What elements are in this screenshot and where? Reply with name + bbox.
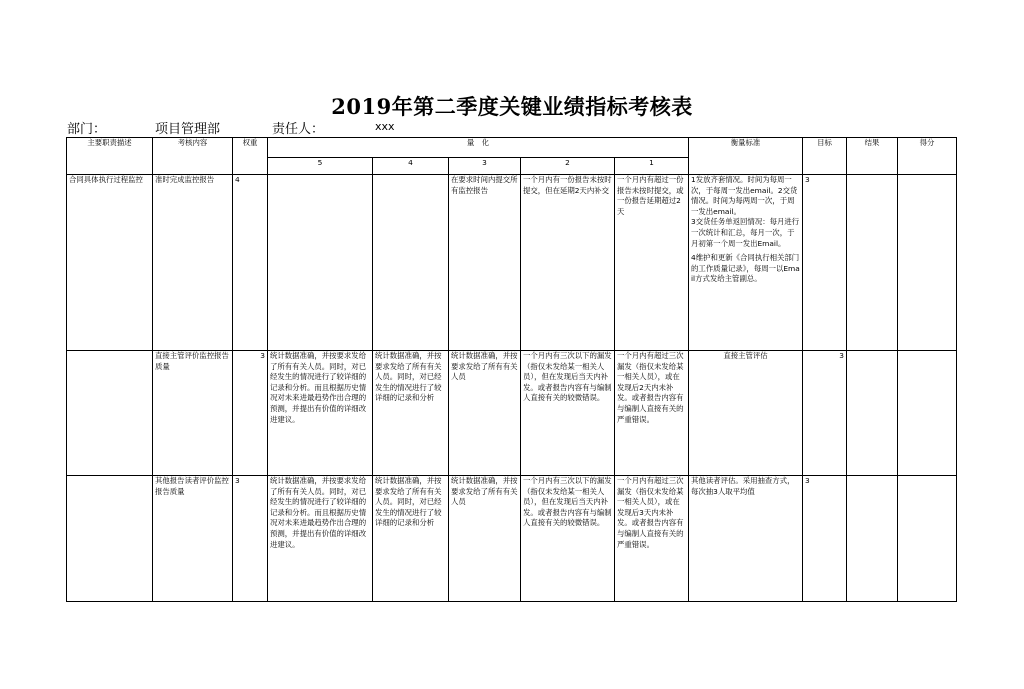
standard-line: 4维护和更新《合同执行相关部门的工作质量记录》，每周一以Email方式发给主管副总。 [691,253,800,284]
row-target: 3 [803,175,847,351]
row-score [898,351,957,476]
row-standard: 其他读者评估。采用抽查方式，每次抽3人取平均值 [689,476,803,602]
row-standard: 直接主管评估 [689,351,803,476]
row-content: 直接主管评价监控报告质量 [153,351,233,476]
row-scale-5: 统计数据准确，并按要求发给了所有有关人员。同时，对已经发生的情况进行了较详细的记录和分析。而且根据历史情况对未来进最趋势作出合理的预测，并提出有价值的详细改进建议。 [268,476,373,602]
row-scale-2: 一个月内有三次以下的漏发（指仅未发给某一相关人员），但在发现后当天内补发。或者报告内容有与编制人直接有关的较微错误。 [521,476,615,602]
header-row [67,138,957,158]
row-duty [67,476,153,602]
row-scale-3: 统计数据准确，并按要求发给了所有有关人员 [449,351,521,476]
table-row [67,175,957,351]
row-scale-4: 统计数据准确，并按要求发给了所有有关人员。同时，对已经发生的情况进行了较详细的记录和分析 [373,476,449,602]
header-result: 结果 [847,138,898,175]
row-standard [689,175,803,351]
scale-3: 3 [449,158,521,175]
header-quantify: 量 化 [268,138,689,158]
row-scale-2: 一个月内有三次以下的漏发（指仅未发给某一相关人员），但在发现后当天内补发。或者报告内容有与编制人直接有关的较微错误。 [521,351,615,476]
scale-5: 5 [268,158,373,175]
row-score [898,175,957,351]
row-target: 3 [803,476,847,602]
row-scale-4: 统计数据准确，并按要求发给了所有有关人员。同时，对已经发生的情况进行了较详细的记录和分析 [373,351,449,476]
row-scale-3: 统计数据准确，并按要求发给了所有有关人员 [449,476,521,602]
row-scale-1: 一个月内有超过三次漏发（指仅未发给某一相关人员），或在发现后2天内未补发。或者报告内容有与编制人直接有关的严重错误。 [615,351,689,476]
standard-line: 1发放齐套情况。时间为每周一次，于每周一发出email。2交货情况。时间为每两周一次，于周一发出email。 [691,175,798,216]
row-result [847,175,898,351]
row-scale-1: 一个月内有超过三次漏发（指仅未发给某一相关人员），或在发现后3天内未补发。或者报告内容有与编制人直接有关的严重错误。 [615,476,689,602]
row-score [898,476,957,602]
scale-2: 2 [521,158,615,175]
kpi-table [66,137,957,602]
row-result [847,351,898,476]
row-content: 其他报告读者评价监控报告质量 [153,476,233,602]
scale-4: 4 [373,158,449,175]
row-scale-2: 一个月内有一份报告未按时提交，但在延期2天内补交 [521,175,615,351]
page-title: 2019年第二季度关键业绩指标考核表 [331,94,693,119]
row-target: 3 [803,351,847,476]
owner-value: xxx [375,120,395,133]
row-weight: 3 [233,476,268,602]
header-duty: 主要职责描述 [67,138,153,175]
header-standard: 衡量标准 [689,138,803,175]
table-row [67,476,957,602]
row-duty: 合同具体执行过程监控 [67,175,153,351]
row-result [847,476,898,602]
scale-1: 1 [615,158,689,175]
header-weight: 权重 [233,138,268,175]
department-value: 项目管理部 [155,122,221,137]
header-content: 考核内容 [153,138,233,175]
row-scale-5 [268,175,373,351]
owner-label: 责任人： [272,122,325,137]
row-content: 准时完成监控报告 [153,175,233,351]
row-scale-4 [373,175,449,351]
row-duty [67,351,153,476]
row-scale-3: 在要求时间内提交所有监控报告 [449,175,521,351]
standard-line: 3交货任务单返回情况：每月进行一次统计和汇总，每月一次，于月初第一个周一发出Email。 [691,217,800,248]
row-weight: 3 [233,351,268,476]
table-row [67,351,957,476]
header-score: 得分 [898,138,957,175]
row-weight: 4 [233,175,268,351]
header-target: 目标 [803,138,847,175]
row-scale-5: 统计数据准确，并按要求发给了所有有关人员。同时，对已经发生的情况进行了较详细的记录和分析。而且根据历史情况对未来进最趋势作出合理的预测，并提出有价值的详细改进建议。 [268,351,373,476]
row-scale-1: 一个月内有超过一份报告未按时提交，或一份报告延期超过2天 [615,175,689,351]
department-label: 部门： [67,122,107,137]
